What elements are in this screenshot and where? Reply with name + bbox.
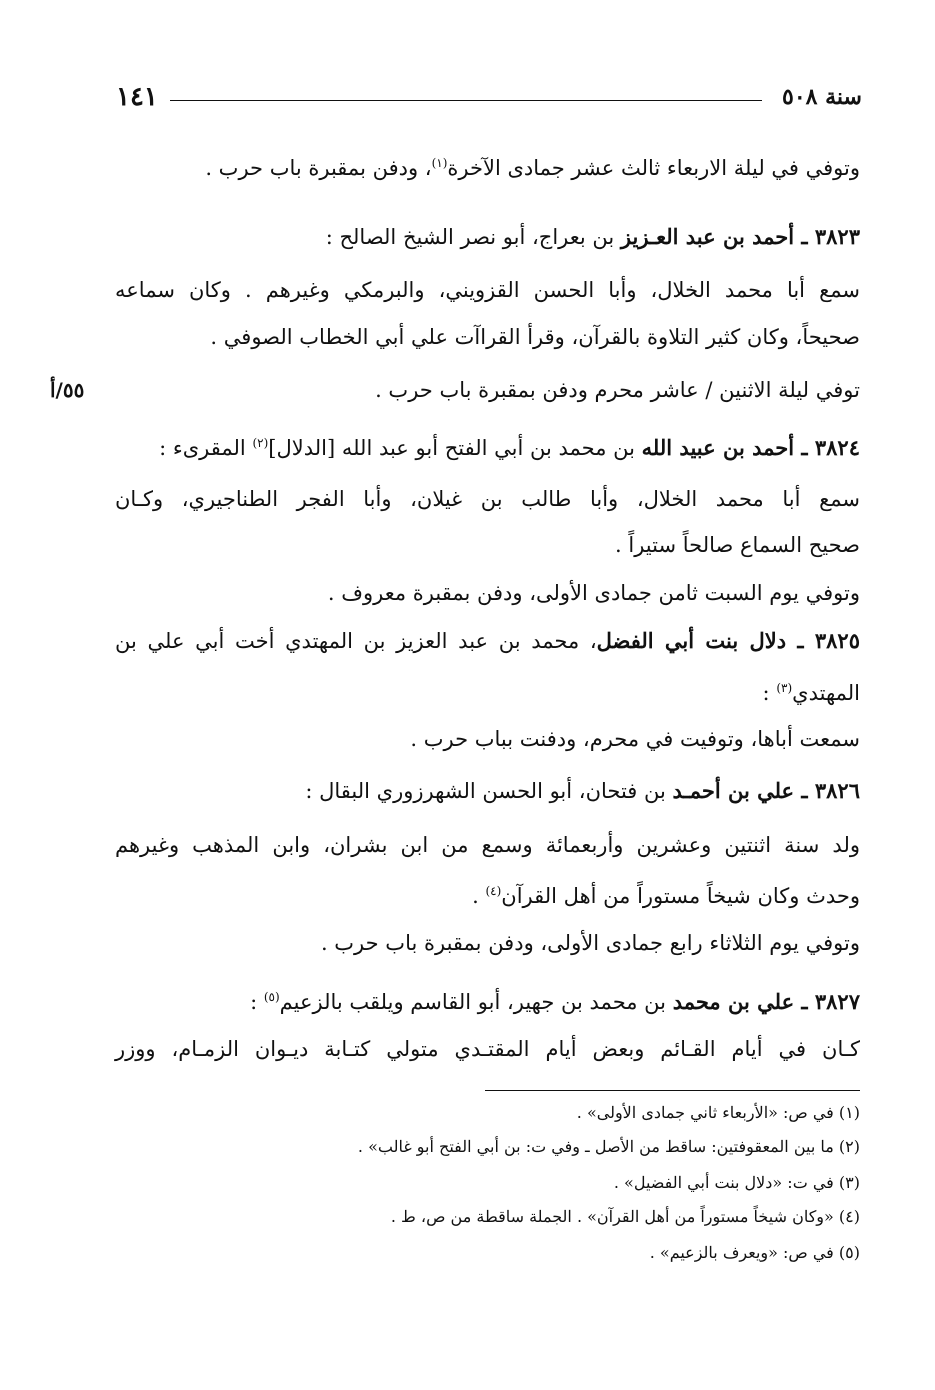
text-line: ٣٨٢٥ ـ دلال بنت أبي الفضل، محمد بن عبد العزيز بن المهتدي أخت أبي علي بن bbox=[115, 628, 860, 653]
running-title: سنة ٥٠٨ bbox=[782, 84, 862, 110]
text-line: ٣٨٢٣ ـ أحمد بن عبد العـزيز بن بعراج، أبو نصر الشيخ الصالح : bbox=[325, 224, 860, 249]
footnote-2: (٢) ما بين المعقوفتين: ساقط من الأصل ـ وفي ت: بن أبي الفتح أبو غالب» . bbox=[357, 1137, 860, 1156]
text-line: ولد سنة اثنتين وعشرين وأربعمائة وسمع من ابن بشران، وابن المذهب وغيرهم bbox=[115, 833, 860, 857]
header-rule bbox=[170, 100, 762, 101]
text-line: وحدث وكان شيخاً مستوراً من أهل القرآن$^{(٤)}$ . bbox=[472, 884, 860, 908]
footnote-1: (١) في ص: «الأربعاء ثاني جمادى الأولى» . bbox=[576, 1103, 860, 1122]
page-number: ١٤١ bbox=[116, 82, 158, 112]
margin-folio-note: ٥٥/أ bbox=[50, 378, 85, 402]
text-line: ٣٨٢٤ ـ أحمد بن عبيد الله بن محمد بن أبي الفتح أبو عبد الله [الدلال]$^{(٢)}$ المقرىء : bbox=[159, 435, 860, 460]
page-header bbox=[110, 82, 862, 116]
text-line: سمع أبا محمد الخلال، وأبا طالب بن غيلان، وأبا الفجر الطناجيري، وكـان bbox=[115, 487, 860, 511]
text-line: ٣٨٢٦ ـ علي بن أحمـد بن فتحان، أبو الحسن الشهرزوري البقال : bbox=[305, 778, 860, 803]
text-line: صحيحاً، وكان كثير التلاوة بالقرآن، وقرأ القراآت علي أبي الخطاب الصوفي . bbox=[210, 325, 860, 349]
footnote-rule bbox=[485, 1090, 860, 1091]
footnote-3: (٣) في ت: «دلال بنت أبي الفضيل» . bbox=[613, 1173, 860, 1192]
text-line: وتوفي يوم الثلاثاء رابع جمادى الأولى، ودفن بمقبرة باب حرب . bbox=[320, 931, 860, 955]
footnote-4: (٤) «وكان شيخاً مستوراً من أهل القرآن» . الجملة ساقطة من ص، ط . bbox=[390, 1207, 860, 1226]
text-line: كـان في أيام القـائم وبعض أيام المقتـدي متولي كتـابة ديـوان الزمـام، ووزر bbox=[115, 1037, 860, 1061]
text-line: وتوفي في ليلة الاربعاء ثالث عشر جمادى الآخرة$^{(١)}$، ودفن بمقبرة باب حرب . bbox=[205, 156, 860, 180]
text-line: المهتدي$^{(٣)}$ : bbox=[762, 681, 860, 705]
text-line: ٣٨٢٧ ـ علي بن محمد بن محمد بن جهير، أبو القاسم ويلقب بالزعيم$^{(٥)}$ : bbox=[250, 989, 860, 1014]
text-line: سمعت أباها، وتوفيت في محرم، ودفنت بباب حرب . bbox=[410, 727, 860, 751]
text-line: سمع أبا محمد الخلال، وأبا الحسن القزويني، والبرمكي وغيرهم . وكان سماعه bbox=[115, 278, 860, 302]
text-line: صحيح السماع صالحاً ستيراً . bbox=[615, 533, 860, 557]
text-line: وتوفي يوم السبت ثامن جمادى الأولى، ودفن بمقبرة معروف . bbox=[327, 581, 860, 605]
footnote-5: (٥) في ص: «ويعرف بالزعيم» . bbox=[649, 1243, 860, 1262]
text-line: توفي ليلة الاثنين / عاشر محرم ودفن بمقبرة باب حرب . bbox=[375, 378, 860, 402]
